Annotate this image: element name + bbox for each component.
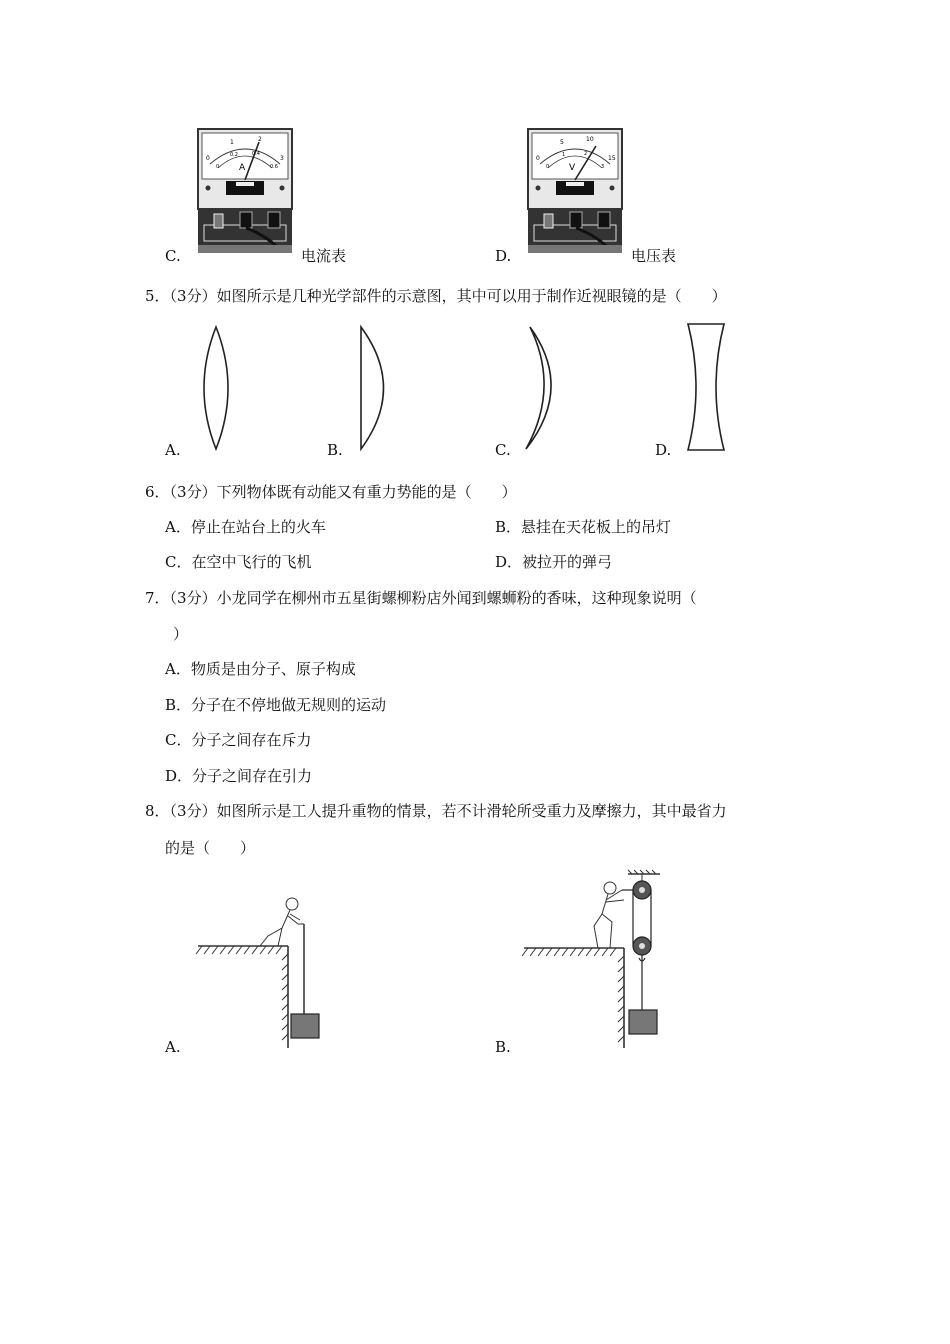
scale-bottom-label: 2	[584, 151, 588, 157]
question-stem: 5．（3分）如图所示是几种光学部件的示意图，其中可以用于制作近视眼镜的是（ ）	[145, 287, 727, 305]
scale-top-label: 1	[230, 139, 234, 146]
scale-top-label: 0	[206, 155, 210, 162]
question-stem-continued: ）	[173, 625, 189, 643]
scale-bottom-label: 0	[546, 164, 550, 170]
option-text: C．在空中飞行的飞机	[165, 553, 312, 571]
option-text: A．停止在站台上的火车	[165, 518, 326, 536]
option-letter: C.	[495, 441, 511, 459]
option-letter: C.	[165, 247, 181, 265]
ammeter-image	[196, 128, 296, 256]
scale-top-label: 0	[536, 155, 540, 162]
option-caption: 电流表	[301, 247, 347, 265]
scale-bottom-label: 0.2	[230, 152, 238, 158]
question-stem: 8．（3分）如图所示是工人提升重物的情景，若不计滑轮所受重力及摩擦力，其中最省力	[145, 802, 727, 820]
question-stem: 7．（3分）小龙同学在柳州市五星街螺柳粉店外闻到螺蛳粉的香味，这种现象说明（	[145, 589, 697, 607]
option-letter: B.	[495, 1038, 511, 1056]
dial-letter: A	[239, 163, 246, 173]
scale-bottom-label: 1	[562, 152, 566, 158]
scale-top-label: 3	[280, 155, 284, 162]
direct-lift-figure	[198, 894, 328, 1050]
option-text: B．分子在不停地做无规则的运动	[165, 696, 387, 714]
scale-bottom-label: 3	[601, 164, 605, 170]
pulley-system-figure	[524, 870, 664, 1050]
option-letter: A.	[165, 441, 181, 459]
scale-top-label: 2	[258, 136, 262, 143]
option-text: A．物质是由分子、原子构成	[165, 660, 356, 678]
option-text: B．悬挂在天花板上的吊灯	[495, 518, 672, 536]
scale-top-label: 5	[560, 139, 564, 146]
question-stem-continued: 的是（ ）	[165, 839, 256, 857]
option-text: D．分子之间存在引力	[165, 767, 313, 785]
option-text: C．分子之间存在斥力	[165, 731, 312, 749]
option-letter: B.	[327, 441, 343, 459]
option-letter: D.	[655, 441, 672, 459]
scale-top-label: 10	[586, 136, 594, 143]
meniscus-lens-image	[522, 325, 562, 451]
scale-top-label: 15	[608, 155, 616, 162]
plano-convex-lens-image	[358, 325, 388, 451]
option-caption: 电压表	[631, 247, 677, 265]
scale-bottom-label: 0	[216, 164, 220, 170]
option-letter: D.	[495, 247, 512, 265]
scale-bottom-label: 0.4	[252, 151, 260, 157]
scale-bottom-label: 0.6	[270, 164, 278, 170]
dial-letter: V	[569, 163, 576, 173]
question-stem: 6．（3分）下列物体既有动能又有重力势能的是（ ）	[145, 483, 517, 501]
option-letter: A.	[165, 1038, 181, 1056]
biconcave-lens-image	[684, 322, 728, 452]
biconvex-lens-image	[196, 325, 236, 451]
option-text: D．被拉开的弹弓	[495, 553, 613, 571]
voltmeter-image	[526, 128, 626, 256]
